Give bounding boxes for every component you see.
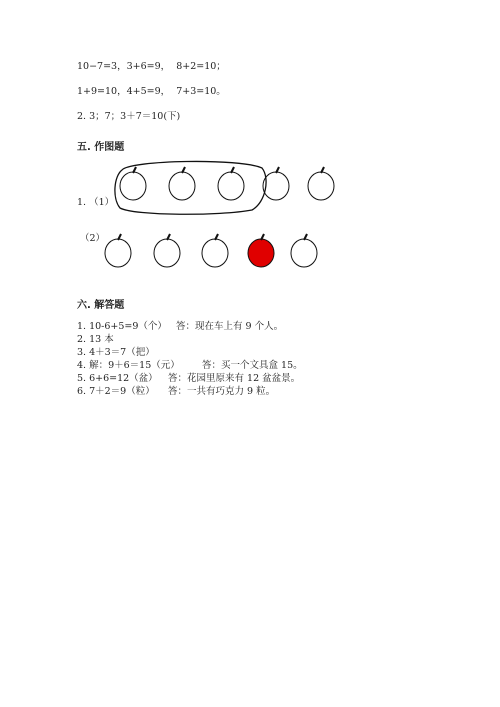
apple-icon <box>218 167 244 200</box>
solution-6-left: 6. 7＋2＝9（粒） <box>77 386 155 397</box>
solution-5-left: 5. 6+6=12（盆） <box>77 373 158 384</box>
solution-2-left: 2. 13 本 <box>77 334 114 345</box>
answer-line-1: 10−7=3，3+6=9， 8+2=10； <box>77 61 226 72</box>
q2-label: （2） <box>80 233 106 244</box>
solution-4-left: 4. 解：9＋6＝15（元） <box>77 360 180 371</box>
apple-icon <box>263 167 289 200</box>
answer-line-3: 2. 3；7；3＋7＝10(下) <box>77 111 181 122</box>
solution-1-left: 1. 10-6+5=9（个） <box>77 321 167 332</box>
solution-5-right: 答：花园里原来有 12 盆盆景。 <box>168 373 301 384</box>
apple-icon <box>169 167 195 200</box>
apple-icon <box>202 234 228 267</box>
section5-title: 五. 作图题 <box>77 142 125 153</box>
solution-3-left: 3. 4＋3＝7（把） <box>77 347 155 358</box>
solution-6-right: 答：一共有巧克力 9 粒。 <box>168 386 276 397</box>
red-apple-icon <box>248 234 274 267</box>
section6-title: 六. 解答题 <box>77 300 125 311</box>
apple-icon <box>291 234 317 267</box>
apple-icon <box>105 234 131 267</box>
solution-4-right: 答：买一个文具盒 15。 <box>202 360 303 371</box>
apple-icon <box>120 167 146 200</box>
solution-1-right: 答：现在车上有 9 个人。 <box>176 321 284 332</box>
apple-icon <box>154 234 180 267</box>
answer-line-2: 1+9=10，4+5=9， 7+3=10。 <box>77 86 226 97</box>
apple-icon <box>308 167 334 200</box>
q1-label: 1. （1） <box>77 197 115 208</box>
